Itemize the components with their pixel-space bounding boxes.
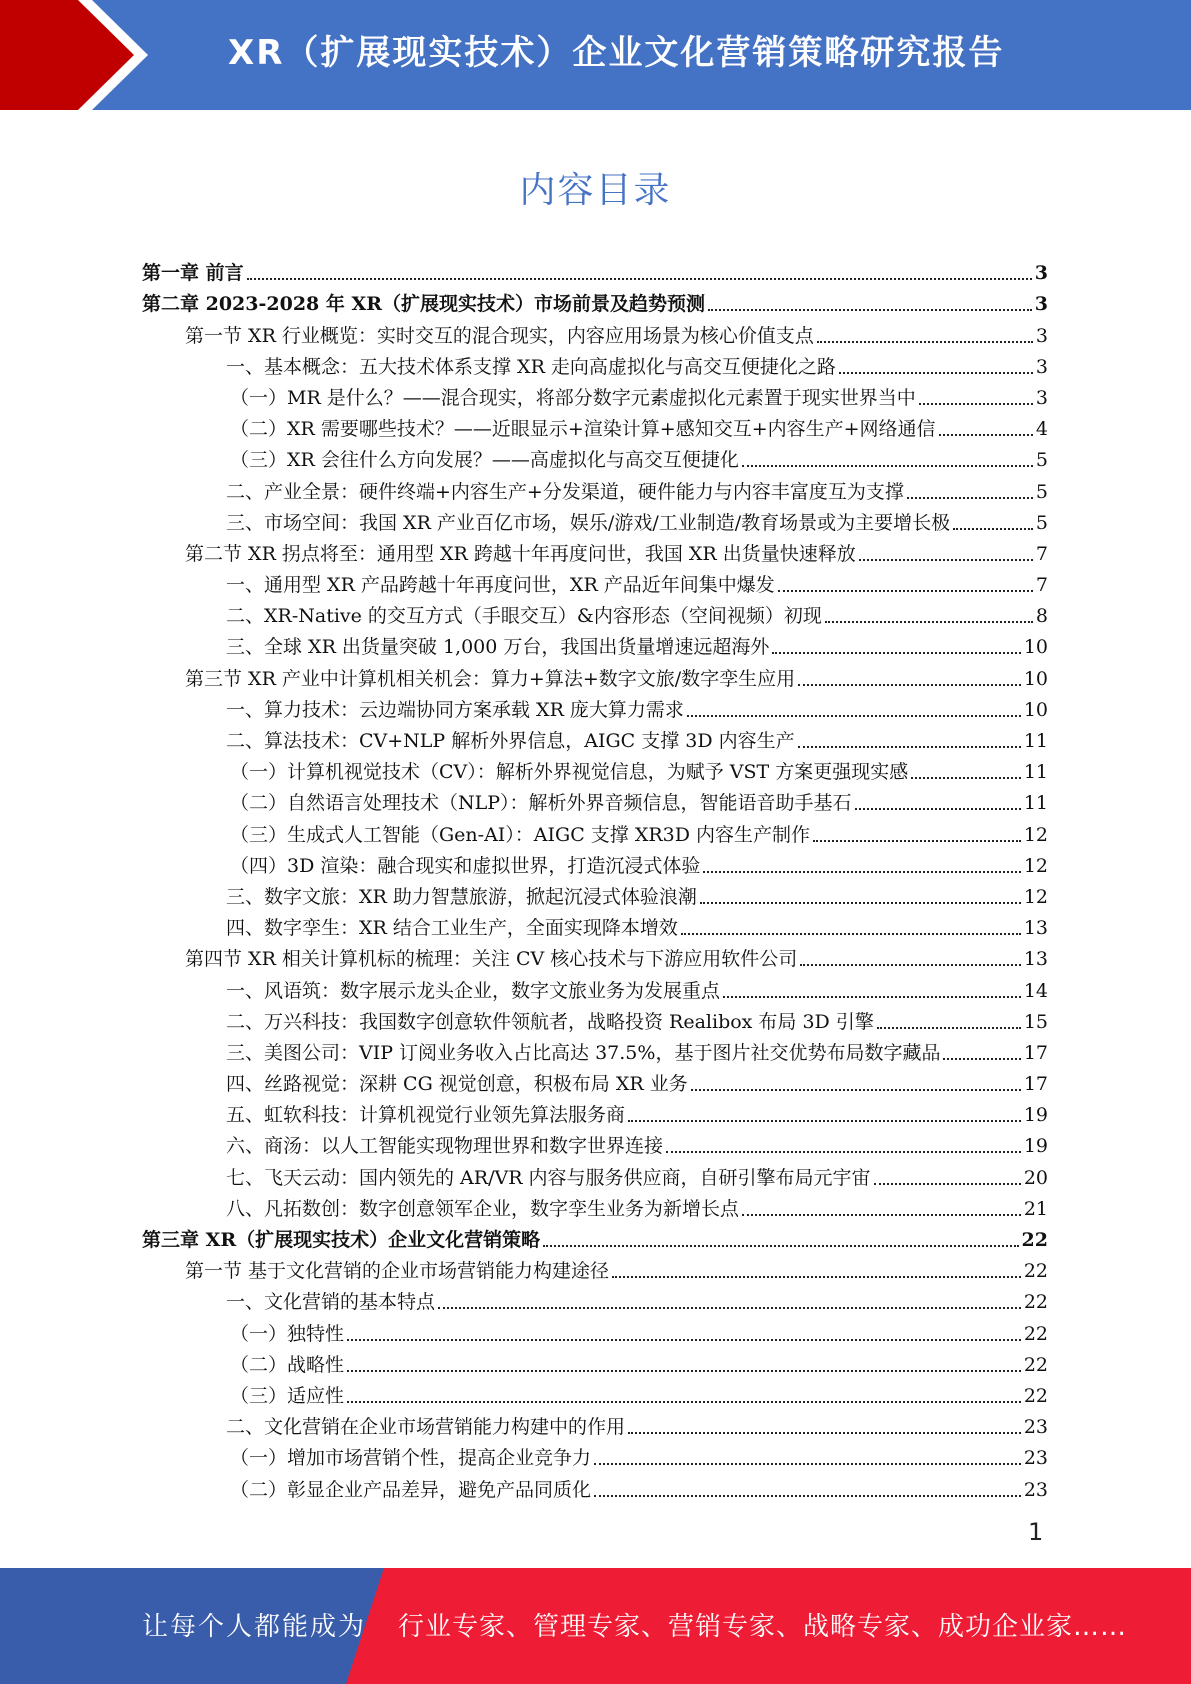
toc-entry-text: 第一节 XR 行业概览：实时交互的混合现实，内容应用场景为核心价值支点: [185, 324, 814, 347]
toc-entry-text: 三、市场空间：我国 XR 产业百亿市场，娱乐/游戏/工业制造/教育场景或为主要增长极: [226, 511, 951, 534]
toc-entry-text: （三）适应性: [230, 1384, 345, 1407]
toc-entry[interactable]: [142, 1377, 1048, 1408]
toc-entry-page: 19: [1023, 1104, 1048, 1127]
toc-entry[interactable]: [142, 504, 1048, 535]
footer-slogan-right: 行业专家、管理专家、营销专家、战略专家、成功企业家……: [398, 1612, 1128, 1642]
toc-entry-text: 一、风语筑：数字展示龙头企业，数字文旅业务为发展重点: [226, 979, 721, 1002]
toc-entry-text: 第二节 XR 拐点将至：通用型 XR 跨越十年再度问世，我国 XR 出货量快速释放: [185, 542, 856, 565]
toc-entry[interactable]: [142, 878, 1048, 909]
toc-leader-dots: [778, 590, 1033, 592]
toc-entry-page: 10: [1023, 667, 1048, 690]
toc-entry[interactable]: [142, 1252, 1048, 1283]
footer-slogan-left: 让每个人都能成为: [142, 1612, 367, 1642]
toc-entry-page: 11: [1023, 761, 1048, 784]
toc-entry-page: 13: [1023, 917, 1048, 940]
toc-entry-page: 3: [1035, 355, 1048, 378]
toc-leader-dots: [874, 1183, 1021, 1185]
toc-entry[interactable]: [142, 940, 1048, 971]
toc-entry-page: 17: [1023, 1073, 1048, 1096]
toc-entry[interactable]: [142, 722, 1048, 753]
toc-entry-text: 四、丝路视觉：深耕 CG 视觉创意，积极布局 XR 业务: [226, 1073, 688, 1096]
toc-entry-text: 二、XR-Native 的交互方式（手眼交互）&内容形态（空间视频）初现: [226, 605, 822, 628]
toc-entry-page: 10: [1023, 636, 1048, 659]
toc-entry-text: 七、飞天云动：国内领先的 AR/VR 内容与服务供应商，自研引擎布局元宇宙: [226, 1166, 871, 1189]
chevron-arrow-icon: [0, 0, 160, 110]
toc-entry[interactable]: [142, 1096, 1048, 1127]
toc-entry-page: 7: [1035, 574, 1048, 597]
toc-entry-page: 4: [1035, 418, 1048, 441]
toc-entry-page: 21: [1023, 1197, 1048, 1220]
toc-entry-text: 六、商汤：以人工智能实现物理世界和数字世界连接: [226, 1135, 664, 1158]
toc-entry-text: 二、产业全景：硬件终端+内容生产+分发渠道，硬件能力与内容丰富度互为支撑: [226, 480, 904, 503]
toc-entry-page: 12: [1023, 885, 1048, 908]
toc-entry-page: 5: [1035, 480, 1048, 503]
toc-title: 内容目录: [519, 170, 672, 211]
toc-entry-text: 一、基本概念：五大技术体系支撑 XR 走向高虚拟化与高交互便捷化之路: [226, 355, 836, 378]
toc-entry[interactable]: [142, 254, 1048, 285]
toc-entry-text: （二）自然语言处理技术（NLP）：解析外界音频信息，智能语音助手基石: [230, 792, 852, 815]
toc-entry[interactable]: [142, 1470, 1048, 1501]
toc-entry[interactable]: [142, 1190, 1048, 1221]
toc-leader-dots: [813, 840, 1021, 842]
toc-entry-text: 八、凡拓数创：数字创意领军企业，数字孪生业务为新增长点: [226, 1197, 740, 1220]
toc-leader-dots: [943, 1058, 1020, 1060]
toc-entry-page: 22: [1021, 1229, 1048, 1251]
toc-entry-page: 15: [1023, 1010, 1048, 1033]
toc-leader-dots: [687, 715, 1021, 717]
toc-entry[interactable]: [142, 348, 1048, 379]
toc-leader-dots: [817, 341, 1033, 343]
table-of-contents: [142, 254, 1048, 1502]
toc-leader-dots: [347, 1339, 1021, 1341]
toc-entry-text: （二）彰显企业产品差异，避免产品同质化: [230, 1478, 592, 1501]
toc-leader-dots: [877, 1027, 1021, 1029]
toc-entry-text: （一）计算机视觉技术（CV）：解析外界视觉信息，为赋予 VST 方案更强现实感: [230, 761, 909, 784]
toc-leader-dots: [666, 1151, 1021, 1153]
toc-leader-dots: [347, 1401, 1021, 1403]
toc-entry-text: 三、全球 XR 出货量突破 1,000 万台，我国出货量增速远超海外: [226, 636, 770, 659]
toc-entry[interactable]: [142, 1408, 1048, 1439]
toc-leader-dots: [798, 746, 1021, 748]
toc-entry-page: 5: [1035, 449, 1048, 472]
toc-entry-text: 二、万兴科技：我国数字创意软件领航者，战略投资 Realibox 布局 3D 引擎: [226, 1010, 874, 1033]
toc-entry-text: （三）XR 会往什么方向发展？——高虚拟化与高交互便捷化: [230, 449, 739, 472]
toc-entry-text: 第三节 XR 产业中计算机相关机会：算力+算法+数字文旅/数字孪生应用: [185, 667, 796, 690]
toc-leader-dots: [742, 465, 1033, 467]
toc-entry[interactable]: [142, 1314, 1048, 1345]
toc-entry[interactable]: [142, 909, 1048, 940]
toc-entry-page: 23: [1023, 1447, 1048, 1470]
toc-entry-text: 五、虹软科技：计算机视觉行业领先算法服务商: [226, 1104, 626, 1127]
toc-entry-text: 三、数字文旅：XR 助力智慧旅游，掀起沉浸式体验浪潮: [226, 885, 697, 908]
toc-leader-dots: [703, 871, 1020, 873]
toc-entry[interactable]: [142, 659, 1048, 690]
toc-entry-text: （二）XR 需要哪些技术？——近眼显示+渲染计算+感知交互+内容生产+网络通信: [230, 418, 936, 441]
toc-entry[interactable]: [142, 1439, 1048, 1470]
toc-entry-page: 3: [1035, 386, 1048, 409]
toc-entry-text: 第四节 XR 相关计算机标的梳理：关注 CV 核心技术与下游应用软件公司: [185, 948, 798, 971]
toc-entry-page: 10: [1023, 698, 1048, 721]
toc-entry[interactable]: [142, 1283, 1048, 1314]
toc-entry[interactable]: [142, 597, 1048, 628]
header-banner: [0, 0, 1191, 110]
toc-leader-dots: [438, 1307, 1021, 1309]
toc-leader-dots: [628, 1432, 1021, 1434]
toc-entry-page: 22: [1023, 1260, 1048, 1283]
toc-leader-dots: [859, 559, 1033, 561]
toc-entry-page: 14: [1023, 979, 1048, 1002]
toc-entry-text: 一、算力技术：云边端协同方案承载 XR 庞大算力需求: [226, 698, 684, 721]
toc-leader-dots: [939, 434, 1033, 436]
toc-entry[interactable]: [142, 410, 1048, 441]
toc-entry-page: 19: [1023, 1135, 1048, 1158]
toc-entry[interactable]: [142, 472, 1048, 503]
toc-entry-text: 第三章 XR（扩展现实技术）企业文化营销策略: [142, 1229, 541, 1251]
toc-entry-page: 12: [1023, 823, 1048, 846]
toc-leader-dots: [708, 309, 1032, 311]
toc-leader-dots: [723, 996, 1021, 998]
toc-leader-dots: [798, 684, 1021, 686]
toc-leader-dots: [742, 1214, 1021, 1216]
toc-entry-page: 3: [1035, 324, 1048, 347]
toc-entry[interactable]: [142, 1221, 1048, 1252]
toc-entry[interactable]: [142, 1346, 1048, 1377]
toc-entry-page: 11: [1023, 730, 1048, 752]
toc-leader-dots: [628, 1120, 1021, 1122]
toc-entry-page: 22: [1023, 1384, 1048, 1407]
toc-entry-page: 5: [1035, 511, 1048, 534]
toc-entry[interactable]: [142, 784, 1048, 815]
toc-entry[interactable]: [142, 1158, 1048, 1189]
toc-entry[interactable]: [142, 691, 1048, 722]
toc-entry-text: （一）增加市场营销个性，提高企业竞争力: [230, 1447, 592, 1470]
footer-banner: [0, 1568, 1191, 1684]
toc-entry[interactable]: [142, 566, 1048, 597]
toc-entry[interactable]: [142, 1003, 1048, 1034]
toc-entry-page: 23: [1023, 1478, 1048, 1501]
toc-entry-page: 17: [1023, 1041, 1048, 1064]
toc-entry-page: 20: [1023, 1166, 1048, 1189]
toc-entry-text: （三）生成式人工智能（Gen-AI）：AIGC 支撑 XR3D 内容生产制作: [230, 823, 811, 846]
toc-entry-text: （一）MR 是什么？——混合现实，将部分数字元素虚拟化元素置于现实世界当中: [230, 386, 916, 409]
toc-entry[interactable]: [142, 1127, 1048, 1158]
toc-leader-dots: [919, 403, 1033, 405]
toc-entry-page: 3: [1034, 262, 1048, 285]
toc-entry-text: 第二章 2023-2028 年 XR（扩展现实技术）市场前景及趋势预测: [142, 293, 706, 316]
toc-entry[interactable]: [142, 535, 1048, 566]
toc-entry-page: 22: [1023, 1291, 1048, 1314]
header-title: XR（扩展现实技术）企业文化营销策略研究报告: [228, 33, 1005, 73]
toc-entry-text: 二、文化营销在企业市场营销能力构建中的作用: [226, 1416, 626, 1439]
toc-entry-page: 13: [1023, 948, 1048, 971]
page-number: 1: [1028, 1518, 1044, 1546]
toc-entry[interactable]: [142, 1034, 1048, 1065]
toc-leader-dots: [247, 278, 1032, 280]
toc-leader-dots: [855, 808, 1021, 810]
toc-entry[interactable]: [142, 316, 1048, 347]
toc-entry-text: 三、美图公司：VIP 订阅业务收入占比高达 37.5%，基于图片社交优势布局数字藏品: [226, 1041, 941, 1064]
toc-leader-dots: [953, 528, 1033, 530]
toc-entry-text: （一）独特性: [230, 1322, 345, 1345]
toc-leader-dots: [911, 777, 1021, 779]
toc-leader-dots: [800, 964, 1021, 966]
toc-entry-page: 7: [1035, 542, 1048, 565]
toc-entry[interactable]: [142, 815, 1048, 846]
toc-entry[interactable]: [142, 753, 1048, 784]
toc-leader-dots: [839, 372, 1033, 374]
toc-entry[interactable]: [142, 847, 1048, 878]
toc-leader-dots: [907, 497, 1033, 499]
toc-entry-page: 12: [1023, 854, 1048, 877]
toc-entry-text: 第一章 前言: [142, 262, 244, 285]
toc-entry-page: 8: [1035, 605, 1048, 628]
toc-entry-text: 第一节 基于文化营销的企业市场营销能力构建途径: [185, 1260, 610, 1283]
toc-leader-dots: [681, 933, 1021, 935]
toc-entry-page: 11: [1023, 792, 1048, 815]
toc-leader-dots: [691, 1089, 1021, 1091]
toc-entry-page: 3: [1034, 293, 1048, 316]
toc-leader-dots: [612, 1276, 1021, 1278]
toc-entry[interactable]: [142, 379, 1048, 410]
toc-leader-dots: [594, 1463, 1021, 1465]
toc-entry-text: 一、通用型 XR 产品跨越十年再度问世，XR 产品近年间集中爆发: [226, 574, 775, 597]
toc-entry-page: 23: [1023, 1416, 1048, 1439]
toc-entry[interactable]: [142, 285, 1048, 316]
toc-entry-text: 一、文化营销的基本特点: [226, 1291, 436, 1314]
toc-entry-text: 二、算法技术：CV+NLP 解析外界信息，AIGC 支撑 3D 内容生产: [226, 730, 795, 752]
toc-entry-page: 22: [1023, 1322, 1048, 1345]
toc-leader-dots: [347, 1370, 1021, 1372]
toc-entry-text: （四）3D 渲染：融合现实和虚拟世界，打造沉浸式体验: [230, 854, 701, 877]
toc-entry[interactable]: [142, 1065, 1048, 1096]
toc-entry-page: 22: [1023, 1353, 1048, 1376]
toc-leader-dots: [543, 1245, 1018, 1247]
toc-entry-text: 四、数字孪生：XR 结合工业生产，全面实现降本增效: [226, 917, 678, 940]
toc-entry[interactable]: [142, 971, 1048, 1002]
toc-entry-text: （二）战略性: [230, 1353, 345, 1376]
toc-leader-dots: [825, 621, 1033, 623]
toc-entry[interactable]: [142, 628, 1048, 659]
toc-leader-dots: [700, 902, 1021, 904]
toc-leader-dots: [772, 652, 1020, 654]
toc-entry[interactable]: [142, 441, 1048, 472]
toc-leader-dots: [594, 1495, 1021, 1497]
